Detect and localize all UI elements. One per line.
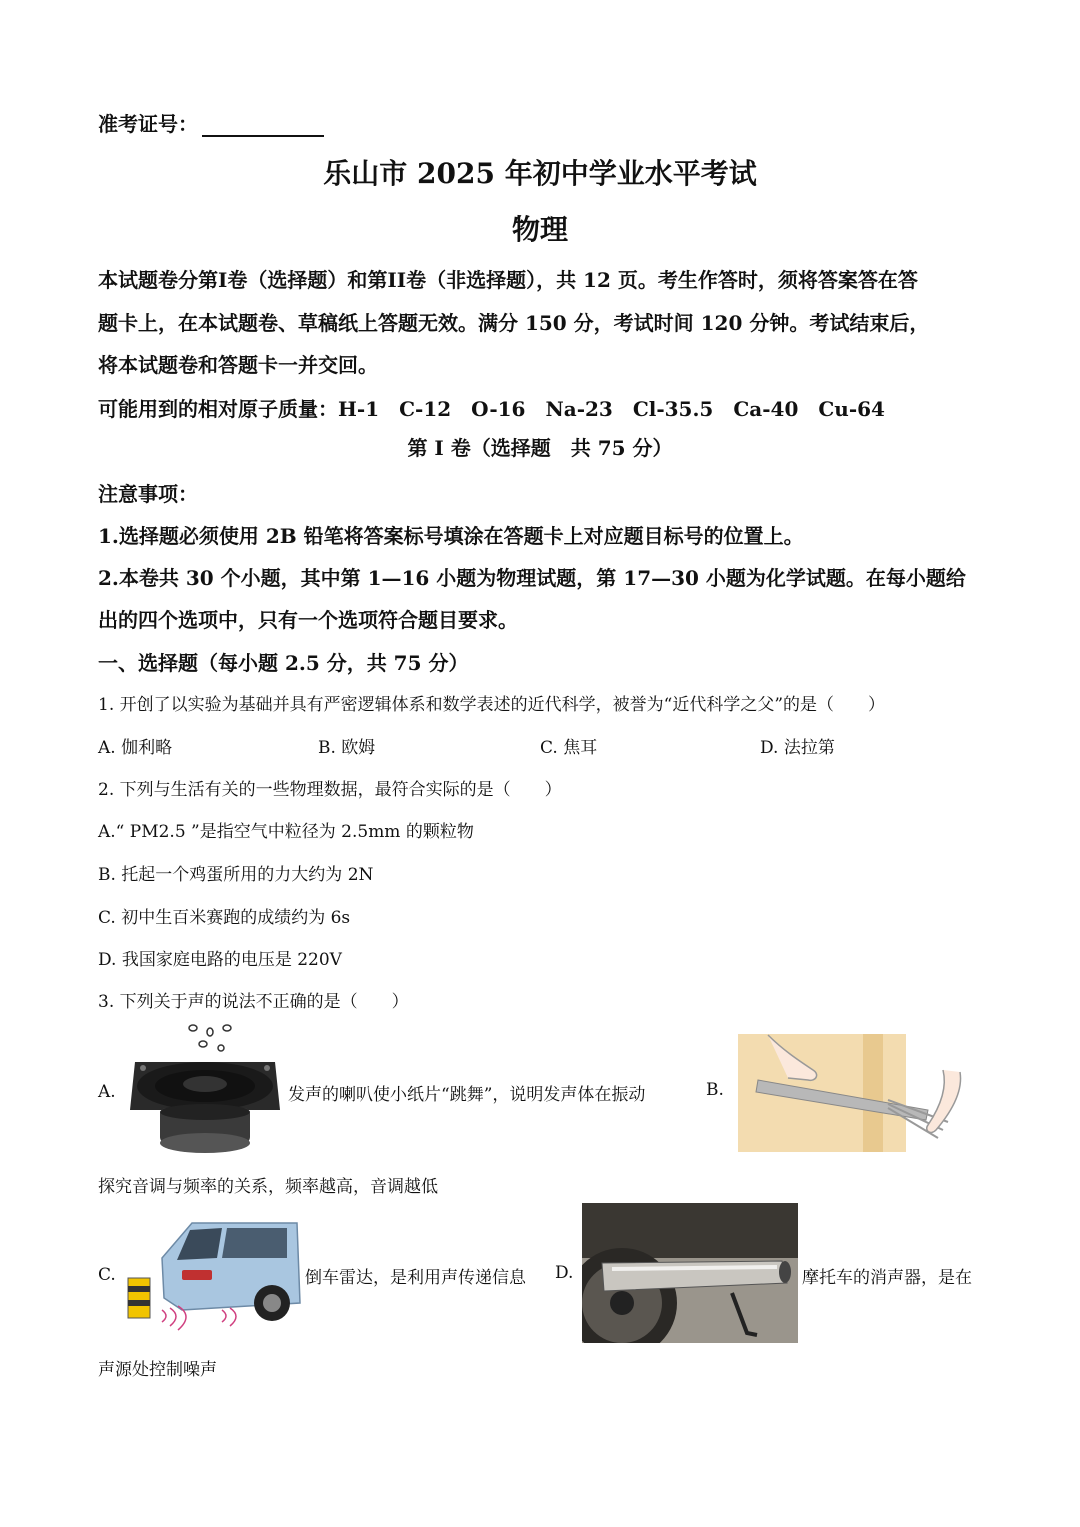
motorcycle-muffler-illustration	[582, 1203, 798, 1343]
question-3-option-c-text: 倒车雷达，是利用声传递信息	[305, 1268, 526, 1288]
question-1-option-b: B. 欧姆	[318, 738, 376, 758]
question-1-option-a: A. 伽利略	[98, 738, 173, 758]
question-1-stem: 1. 开创了以实验为基础并具有严密逻辑体系和数学表述的近代科学，被誉为“近代科学之父”的是（ ）	[98, 695, 886, 715]
exam-id-label: 准考证号：	[98, 112, 198, 136]
ruler-table-illustration	[738, 1030, 974, 1152]
question-1-option-d: D. 法拉第	[760, 738, 835, 758]
question-2-option-c: C. 初中生百米赛跑的成绩约为 6s	[98, 908, 351, 928]
question-2-option-a: A.“ PM2.5 ”是指空气中粒径为 2.5mm 的颗粒物	[98, 822, 474, 842]
car-reverse-radar-illustration	[122, 1218, 302, 1333]
speaker-illustration	[125, 1020, 285, 1155]
question-3-stem: 3. 下列关于声的说法不正确的是（ ）	[98, 992, 409, 1012]
question-3-option-d-text: 摩托车的消声器，是在	[802, 1268, 972, 1288]
exam-title: 乐山市 2025 年初中学业水平考试	[323, 157, 757, 190]
exam-subject: 物理	[511, 213, 568, 246]
question-2-stem: 2. 下列与生活有关的一些物理数据，最符合实际的是（ ）	[98, 780, 562, 800]
question-3-option-c-label: C.	[98, 1265, 116, 1285]
part1-heading: 第 I 卷（选择题 共 75 分）	[407, 436, 673, 460]
question-2-option-b: B. 托起一个鸡蛋所用的力大约为 2N	[98, 865, 374, 885]
note-1: 1.选择题必须使用 2B 铅笔将答案标号填涂在答题卡上对应题目标号的位置上。	[98, 524, 804, 548]
intro-line-2: 题卡上，在本试题卷、草稿纸上答题无效。满分 150 分，考试时间 120 分钟。考试结束后，	[98, 311, 930, 335]
notes-title: 注意事项：	[98, 482, 198, 506]
question-2-option-d: D. 我国家庭电路的电压是 220V	[98, 950, 342, 970]
section-title: 一、选择题（每小题 2.5 分，共 75 分）	[98, 651, 469, 675]
note-2-line-1: 2.本卷共 30 个小题，其中第 1—16 小题为物理试题，第 17—30 小题为化学试题。在每小题给	[98, 566, 966, 590]
exam-id-blank	[202, 113, 324, 137]
note-2-line-2: 出的四个选项中，只有一个选项符合题目要求。	[98, 608, 518, 632]
question-3-option-d-text-cont: 声源处控制噪声	[98, 1360, 217, 1380]
question-1-option-c: C. 焦耳	[540, 738, 598, 758]
question-3-option-b-label: B.	[706, 1080, 724, 1100]
exam-id-field	[98, 108, 324, 137]
atomic-mass-line: 可能用到的相对原子质量：H-1 C-12 O-16 Na-23 Cl-35.5 Ca-40 Cu-64	[98, 397, 885, 421]
intro-line-1: 本试题卷分第I卷（选择题）和第II卷（非选择题），共 12 页。考生作答时，须将答案答在答	[98, 268, 918, 292]
question-3-option-a-label: A.	[98, 1082, 116, 1102]
question-3-option-b-text: 探究音调与频率的关系，频率越高，音调越低	[98, 1177, 438, 1197]
question-3-option-d-label: D.	[555, 1263, 574, 1283]
question-3-option-a-text: 发声的喇叭使小纸片“跳舞”，说明发声体在振动	[288, 1085, 646, 1105]
intro-line-3: 将本试题卷和答题卡一并交回。	[98, 353, 378, 377]
